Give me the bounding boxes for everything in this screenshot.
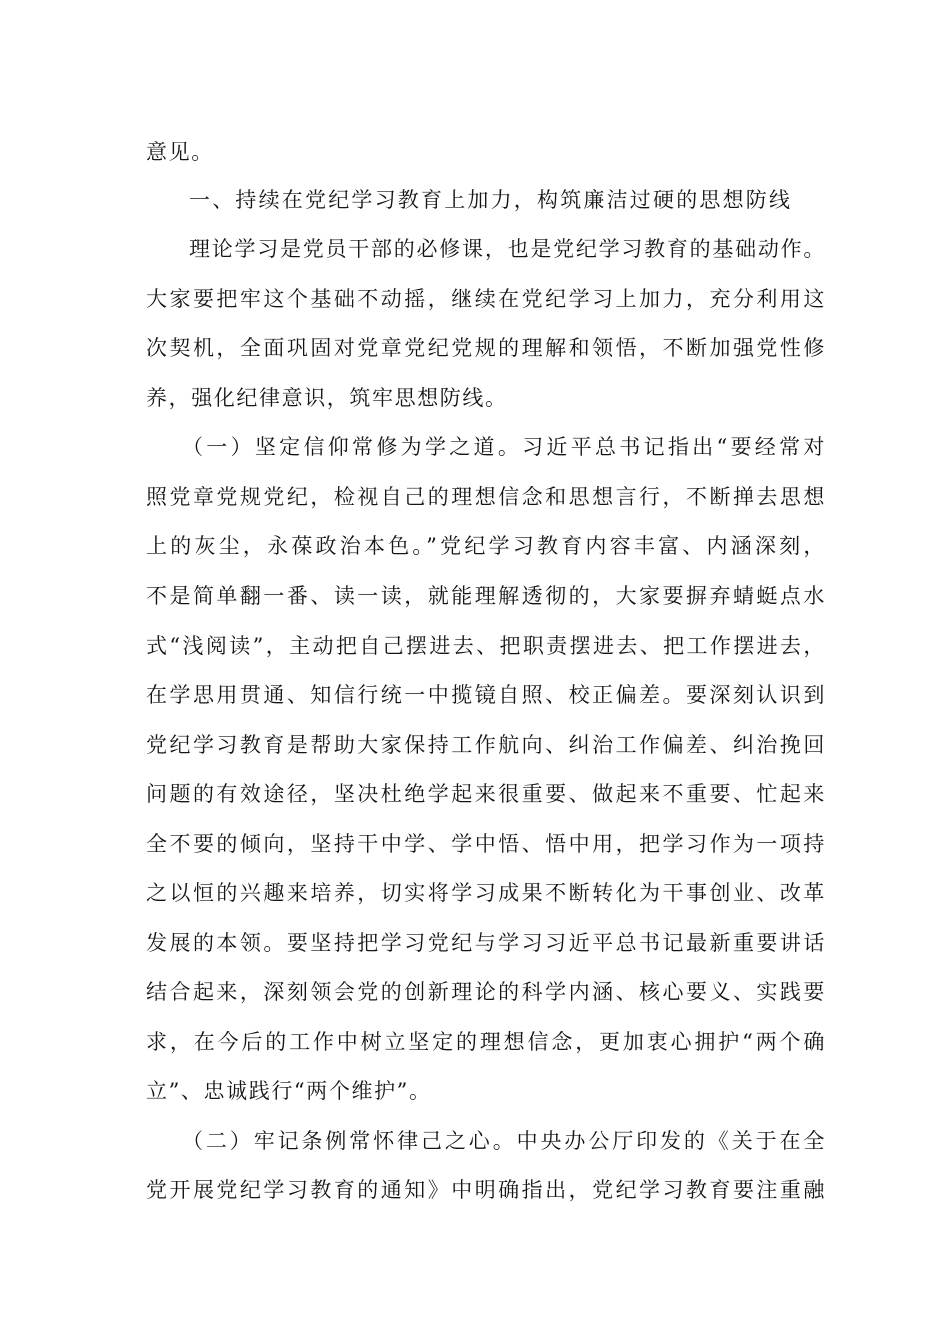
paragraph-line: 党纪学习教育是帮助大家保持工作航向、纠治工作偏差、纠治挽回 [146,733,826,757]
paragraph-line: 结合起来，深刻领会党的创新理论的科学内涵、核心要义、实践要 [146,980,826,1004]
paragraph-line: 问题的有效途径，坚决杜绝学起来很重要、做起来不重要、忙起来 [146,782,826,806]
paragraph-line: 照党章党规党纪，检视自己的理想信念和思想言行，不断掸去思想 [146,485,826,509]
paragraph-line: 次契机，全面巩固对党章党纪党规的理解和领悟，不断加强党性修 [146,336,826,360]
paragraph-line: 上的灰尘，永葆政治本色。”党纪学习教育内容丰富、内涵深刻， [146,534,826,558]
paragraph-line: 养，强化纪律意识，筑牢思想防线。 [146,386,508,410]
section-heading: 一、持续在党纪学习教育上加力，构筑廉洁过硬的思想防线 [189,188,793,212]
paragraph-line: 之以恒的兴趣来培养，切实将学习成果不断转化为干事创业、改革 [146,881,826,905]
paragraph-line: 发展的本领。要坚持把学习党纪与学习习近平总书记最新重要讲话 [146,931,826,955]
paragraph-line: 求，在今后的工作中树立坚定的理想信念，更加衷心拥护“两个确 [146,1030,826,1054]
subsection-heading-line: （一）坚定信仰常修为学之道。习近平总书记指出“要经常对 [182,435,826,459]
paragraph-line: 在学思用贯通、知信行统一中揽镜自照、校正偏差。要深刻认识到 [146,683,826,707]
paragraph-line: 式“浅阅读”，主动把自己摆进去、把职责摆进去、把工作摆进去， [146,634,826,658]
paragraph-line: 不是简单翻一番、读一读，就能理解透彻的，大家要摒弃蜻蜓点水 [146,584,826,608]
paragraph-line: 大家要把牢这个基础不动摇，继续在党纪学习上加力，充分利用这 [146,287,826,311]
paragraph-line: 立”、忠诚践行“两个维护”。 [146,1079,432,1103]
paragraph-line: 理论学习是党员干部的必修课，也是党纪学习教育的基础动作。 [189,237,826,261]
paragraph-line: 全不要的倾向，坚持干中学、学中悟、悟中用，把学习作为一项持 [146,832,826,856]
paragraph-line: 意见。 [146,140,214,164]
subsection-heading-line: （二）牢记条例常怀律己之心。中央办公厅印发的《关于在全 [182,1129,826,1153]
paragraph-line: 党开展党纪学习教育的通知》中明确指出，党纪学习教育要注重融 [146,1178,826,1202]
